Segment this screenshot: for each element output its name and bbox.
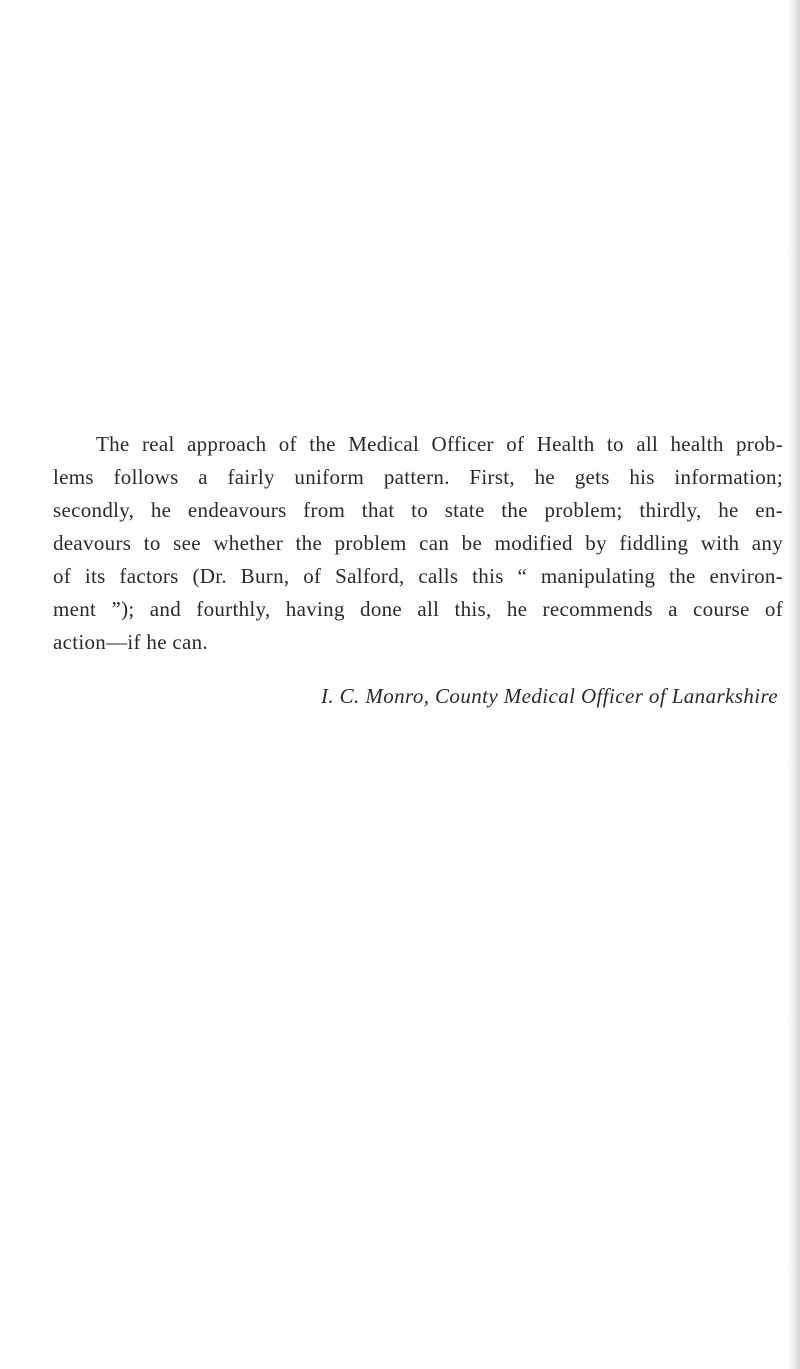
quote-paragraph — [53, 428, 783, 659]
quote-line: secondly, he endeavours from that to state the problem; thirdly, he en- — [53, 498, 783, 522]
quote-line: The real approach of the Medical Officer of Health to all health prob- — [96, 432, 783, 456]
quote-line: action—if he can. — [53, 630, 208, 654]
quote-line: deavours to see whether the problem can be modified by fiddling with any — [53, 531, 783, 555]
page-edge-shadow — [786, 0, 800, 1369]
quote-attribution: I. C. Monro, County Medical Officer of Lanarkshire — [320, 684, 778, 708]
quote-line: ment ”); and fourthly, having done all this, he recommends a course of — [53, 597, 783, 621]
quote-line: lems follows a fairly uniform pattern. First, he gets his information; — [53, 465, 783, 489]
quote-line: of its factors (Dr. Burn, of Salford, calls this “ manipulating the environ- — [53, 564, 783, 588]
